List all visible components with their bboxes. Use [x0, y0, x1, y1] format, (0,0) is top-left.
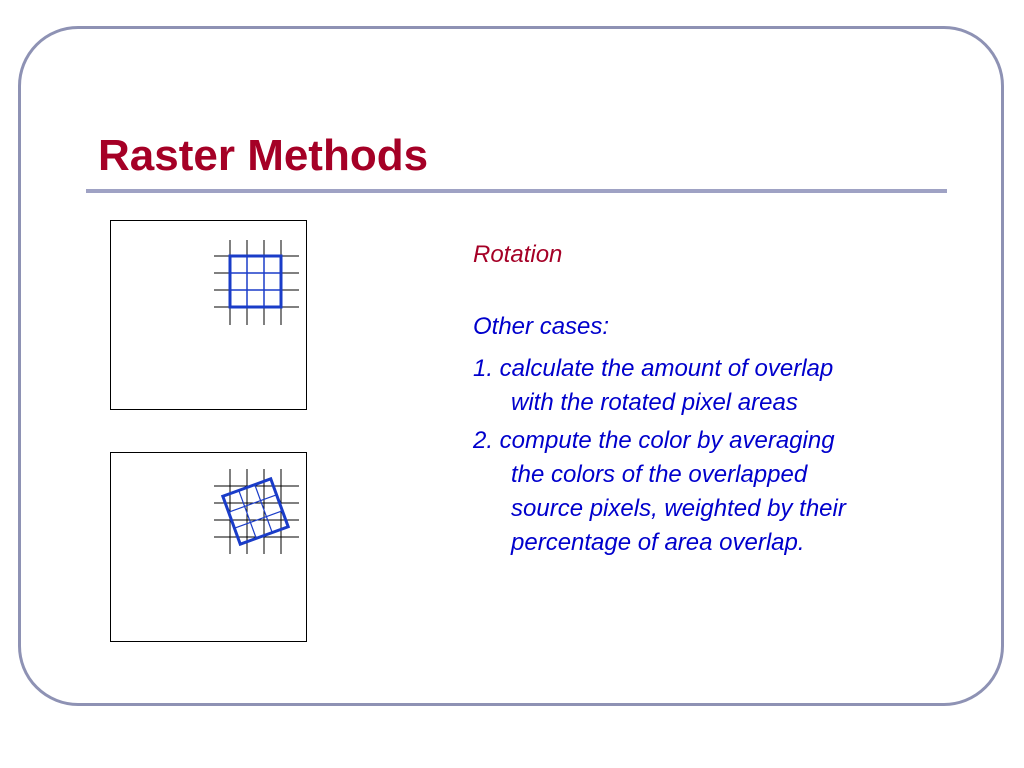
title-underline — [86, 189, 947, 193]
aligned-grid-svg — [110, 220, 307, 410]
list-item-line: percentage of area overlap. — [511, 529, 805, 556]
slide-text — [473, 238, 993, 564]
slide-title: Raster Methods — [98, 131, 429, 180]
list-item-line: source pixels, weighted by their — [511, 495, 846, 522]
list-item — [473, 424, 993, 560]
rotated-grid-svg — [110, 452, 307, 642]
pixel-grid-diagram-aligned — [110, 220, 307, 410]
list-item-line: with the rotated pixel areas — [511, 389, 798, 416]
list-heading: Other cases: — [473, 313, 610, 340]
list-item-line: 2. compute the color by averaging — [473, 427, 835, 454]
list-item — [473, 352, 993, 420]
image-border — [111, 221, 307, 410]
pixel-grid-diagram-rotated — [110, 452, 307, 642]
list-item-line: 1. calculate the amount of overlap — [473, 355, 834, 382]
subheading-rotation: Rotation — [473, 241, 563, 268]
image-border — [111, 453, 307, 642]
list-item-line: the colors of the overlapped — [511, 461, 808, 488]
